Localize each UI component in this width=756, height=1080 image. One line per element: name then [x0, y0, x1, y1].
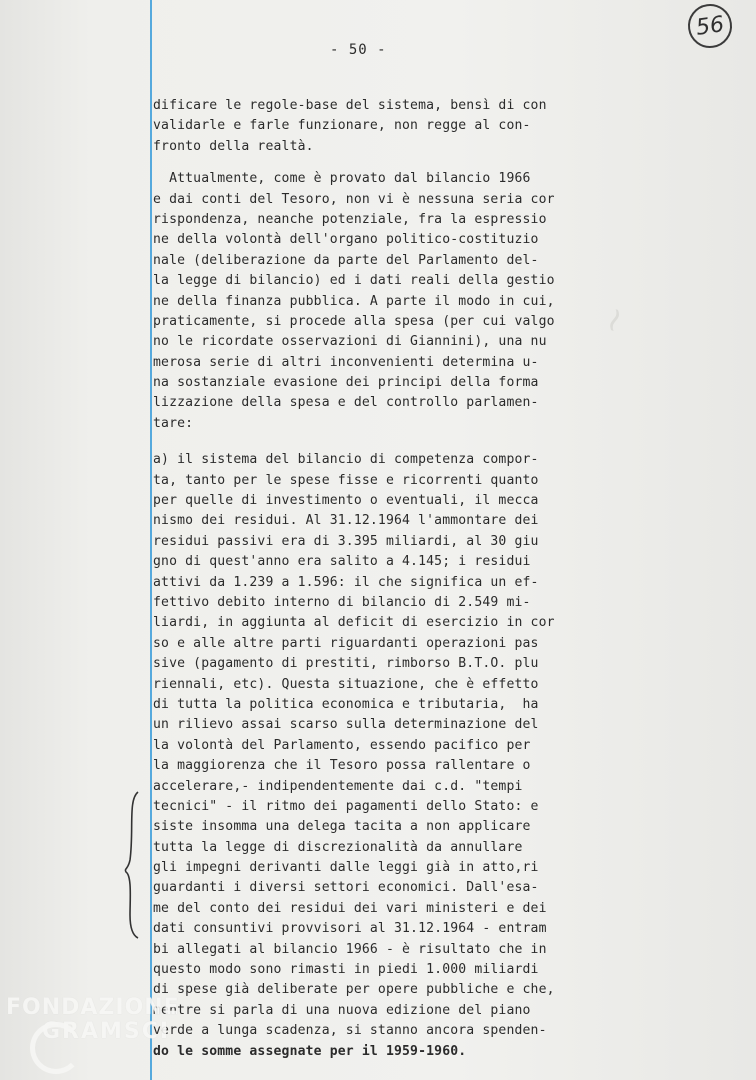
text-line: di tutta la politica economica e tributaria, ha: [153, 696, 539, 712]
text-line: validarle e farle funzionare, non regge al con-: [153, 118, 531, 134]
archive-stamp: [685, 1, 735, 51]
text-line: la legge di bilancio) ed i dati reali della gestio: [153, 273, 555, 289]
text-line: praticamente, si procede alla spesa (per cui valgo: [153, 313, 555, 329]
paragraph-gap: [153, 157, 623, 169]
text-line: liardi, in aggiunta al deficit di esercizio in cor: [153, 615, 555, 631]
text-line: a) il sistema del bilancio di competenza compor-: [153, 452, 539, 468]
text-line: ne della finanza pubblica. A parte il modo in cui,: [153, 293, 555, 309]
text-line: tecnici" - il ritmo dei pagamenti dello Stato: e: [153, 798, 539, 814]
text-line: gli impegni derivanti dalle leggi già in atto,ri: [153, 860, 539, 876]
text-line: questo modo sono rimasti in piedi 1.000 miliardi: [153, 962, 539, 978]
text-line: nale (deliberazione da parte del Parlamento del-: [153, 252, 539, 268]
text-line: ne della volontà dell'organo politico-costituzio: [153, 232, 539, 248]
text-line: tutta la legge di discrezionalità da annullare: [153, 839, 523, 855]
text-line: guardanti i diversi settori economici. Dall'esa-: [153, 880, 539, 896]
text-line: no le ricordate osservazioni di Giannini), una nu: [153, 334, 547, 350]
page-number: - 50 -: [330, 42, 387, 58]
text-line: gno di quest'anno era salito a 4.145; i residui: [153, 554, 531, 570]
text-line: ta, tanto per le spese fisse e ricorrenti quanto: [153, 472, 539, 488]
watermark-logo-icon: [30, 1022, 82, 1074]
body-text: [153, 96, 623, 1062]
text-line: so e alle altre parti riguardanti operazioni pas: [153, 635, 539, 651]
text-line: dati consuntivi provvisori al 31.12.1964 - entram: [153, 921, 547, 937]
bleed-through-mark: ~: [590, 299, 638, 341]
text-line: fronto della realtà.: [153, 138, 314, 154]
text-line: do le somme assegnate per il 1959-1960.: [153, 1043, 467, 1059]
text-line: sive (pagamento di prestiti, rimborso B.T.O. plu: [153, 656, 539, 672]
text-line: e dai conti del Tesoro, non vi è nessuna seria cor: [153, 191, 555, 207]
text-line: bi allegati al bilancio 1966 - è risultato che in: [153, 941, 547, 957]
watermark-line-2: GRAMSCI: [42, 1019, 171, 1044]
text-line: riennali, etc). Questa situazione, che è effetto: [153, 676, 539, 692]
text-line: mentre si parla di una nuova edizione del piano: [153, 1002, 531, 1018]
text-line: fettivo debito interno di bilancio di 2.549 mi-: [153, 594, 531, 610]
text-line: residui passivi era di 3.395 miliardi, al 30 giu: [153, 533, 539, 549]
text-line: me del conto dei residui dei vari ministeri e dei: [153, 900, 547, 916]
paragraph-gap: [153, 434, 623, 450]
text-line: accelerare,- indipendentemente dai c.d. "tempi: [153, 778, 523, 794]
text-line: dificare le regole-base del sistema, bensì di con: [153, 98, 547, 113]
margin-line: [150, 0, 152, 1080]
text-line: per quelle di investimento o eventuali, il mecca: [153, 493, 539, 509]
text-line: la maggiorenza che il Tesoro possa rallentare o: [153, 758, 531, 774]
margin-bracket-mark: [124, 790, 140, 940]
text-line: merosa serie di altri inconvenienti determina u-: [153, 354, 539, 370]
text-line: Attualmente, come è provato dal bilancio 1966: [153, 171, 531, 187]
text-line: tare:: [153, 415, 194, 431]
stamp-number: 56: [694, 11, 726, 41]
text-line: siste insomma una delega tacita a non applicare: [153, 819, 531, 835]
text-line: rispondenza, neanche potenziale, fra la espressio: [153, 211, 547, 227]
text-line: la volontà del Parlamento, essendo pacifico per: [153, 737, 531, 753]
text-line: un rilievo assai scarso sulla determinazione del: [153, 717, 539, 733]
text-line: lizzazione della spesa e del controllo parlamen-: [153, 395, 539, 411]
text-line: verde a lunga scadenza, si stanno ancora spenden-: [153, 1023, 547, 1039]
watermark-line-1: FONDAZIONE: [6, 995, 180, 1020]
text-line: di spese già deliberate per opere pubbliche e che,: [153, 982, 555, 998]
text-line: na sostanziale evasione dei principi della forma: [153, 375, 539, 391]
text-line: attivi da 1.239 a 1.596: il che significa un ef-: [153, 574, 539, 590]
text-line: nismo dei residui. Al 31.12.1964 l'ammontare dei: [153, 513, 539, 529]
